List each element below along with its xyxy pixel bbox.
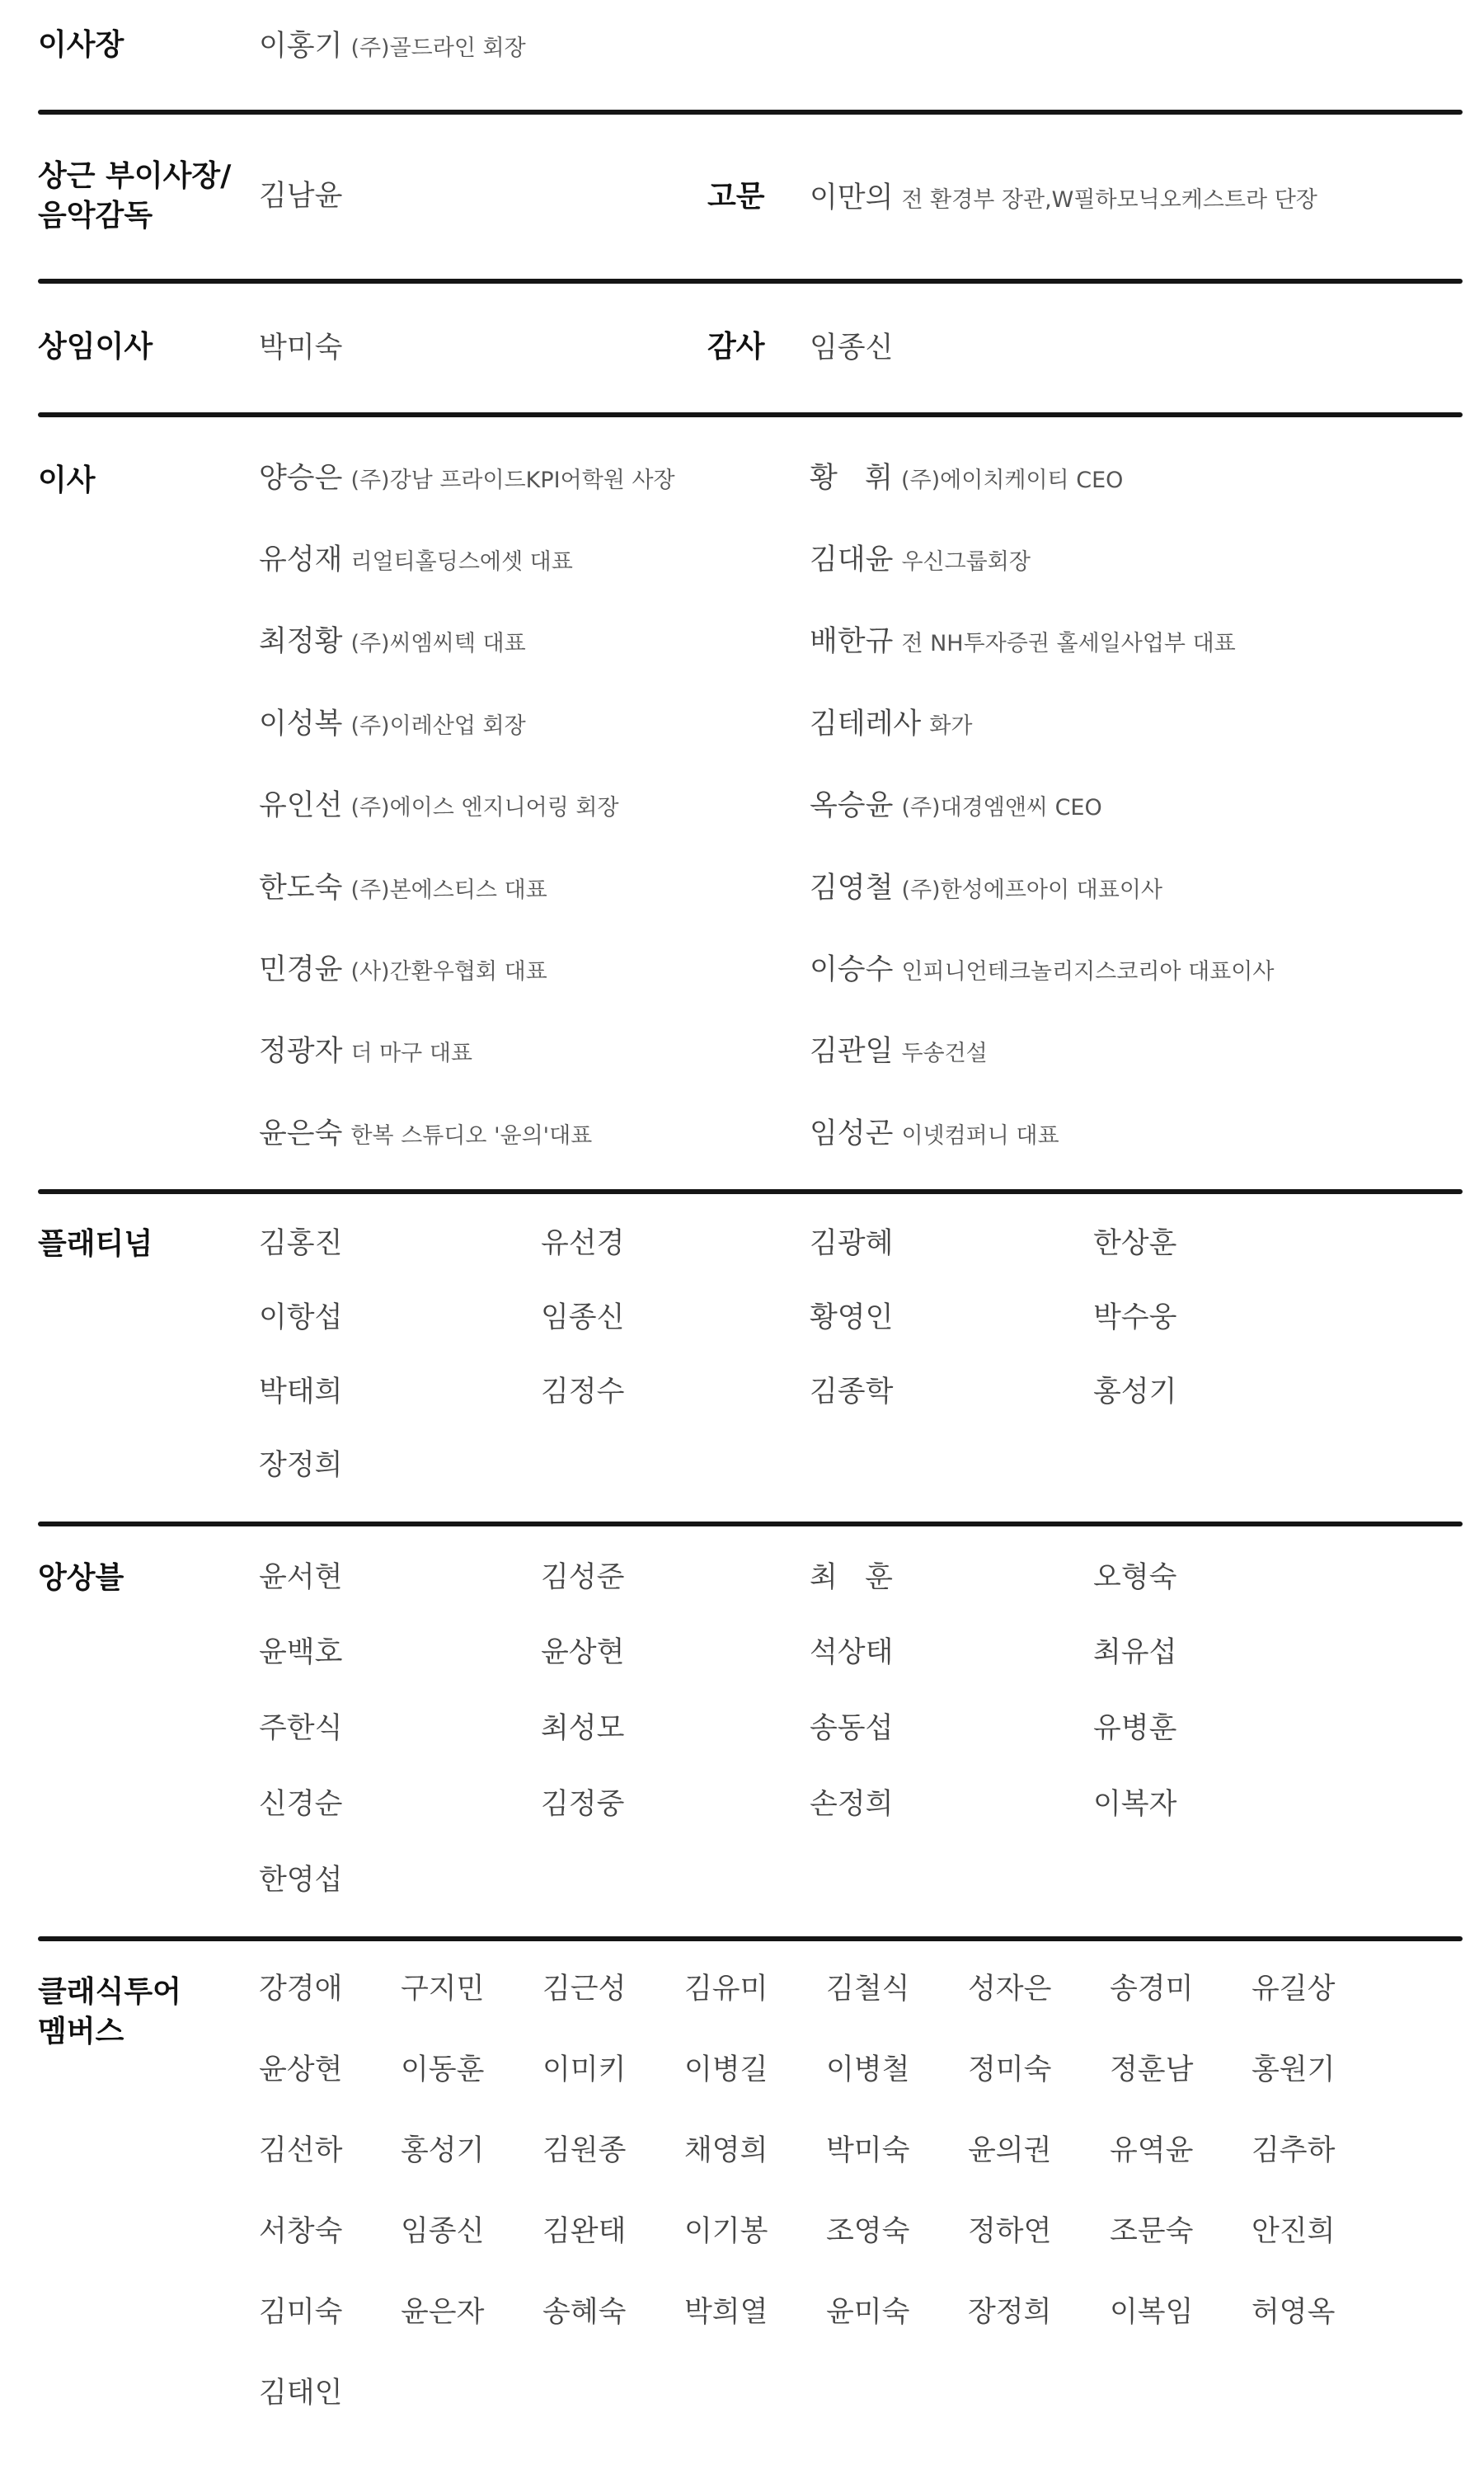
platinum-member: 김광혜 bbox=[810, 1227, 894, 1260]
tour-member: 김완태 bbox=[542, 2215, 627, 2248]
person-desc: (주)에이치케이티 CEO bbox=[901, 468, 1124, 493]
person-desc: (주)씨엠씨텍 대표 bbox=[350, 631, 526, 656]
director-entry bbox=[259, 1116, 592, 1155]
director-entry bbox=[810, 870, 1162, 909]
tour-member: 이병철 bbox=[826, 2053, 910, 2086]
tour-member: 홍성기 bbox=[401, 2134, 485, 2167]
person-name: 배한규 bbox=[810, 625, 894, 658]
person-desc: 이넷컴퍼니 대표 bbox=[901, 1123, 1059, 1149]
ensemble-member: 최성모 bbox=[541, 1712, 625, 1745]
ensemble-member: 김정중 bbox=[541, 1788, 625, 1821]
ensemble-member: 주한식 bbox=[259, 1712, 343, 1745]
platinum-member: 박수웅 bbox=[1093, 1301, 1177, 1334]
standing-director-person bbox=[259, 330, 342, 366]
ensemble-member: 오형숙 bbox=[1093, 1561, 1177, 1594]
platinum-label: 플래티넘 bbox=[38, 1227, 153, 1261]
section-divider bbox=[38, 1522, 1463, 1526]
person-desc: (주)대경엠앤씨 CEO bbox=[901, 795, 1102, 821]
tour-member: 구지민 bbox=[401, 1973, 485, 2006]
label-line: 음악감독 bbox=[38, 199, 153, 233]
tour-member: 김미숙 bbox=[259, 2296, 343, 2329]
platinum-member: 홍성기 bbox=[1093, 1376, 1177, 1409]
tour-member: 윤의권 bbox=[968, 2134, 1052, 2167]
director-entry bbox=[259, 623, 526, 662]
tour-member: 이미키 bbox=[542, 2053, 627, 2086]
section-divider bbox=[38, 1189, 1463, 1194]
person-name: 김테레사 bbox=[810, 708, 922, 741]
auditor-person bbox=[810, 330, 893, 366]
chairman-label: 이사장 bbox=[38, 28, 124, 62]
chairman-person bbox=[259, 28, 526, 67]
person-desc: (주)에이스 엔지니어링 회장 bbox=[350, 795, 619, 821]
person-desc: 두송건설 bbox=[901, 1041, 988, 1066]
person-name: 유성재 bbox=[259, 543, 343, 576]
tour-member: 채영희 bbox=[684, 2134, 768, 2167]
person-desc: 리얼티홀딩스에셋 대표 bbox=[350, 549, 573, 575]
tour-member: 홍원기 bbox=[1252, 2053, 1336, 2086]
person-name: 황 휘 bbox=[810, 462, 893, 495]
person-name: 한도숙 bbox=[259, 872, 343, 905]
tour-member: 김선하 bbox=[259, 2134, 343, 2167]
person-desc: 한복 스튜디오 '윤의'대표 bbox=[350, 1123, 593, 1149]
person-desc: 전 NH투자증권 홀세일사업부 대표 bbox=[901, 631, 1236, 656]
tour-member: 윤미숙 bbox=[826, 2296, 910, 2329]
tour-member: 장정희 bbox=[968, 2296, 1052, 2329]
person-name: 임성곤 bbox=[810, 1117, 894, 1150]
tour-member: 유역윤 bbox=[1110, 2134, 1194, 2167]
ensemble-member: 김성준 bbox=[541, 1561, 625, 1594]
person-name: 유인선 bbox=[259, 789, 343, 822]
tour-members-label bbox=[38, 1973, 181, 2052]
tour-member: 박희열 bbox=[684, 2296, 768, 2329]
platinum-member: 한상훈 bbox=[1093, 1227, 1177, 1260]
ensemble-member: 윤상현 bbox=[541, 1636, 625, 1669]
ensemble-member: 최 훈 bbox=[810, 1561, 893, 1594]
person-name: 이만의 bbox=[810, 181, 894, 214]
platinum-member: 임종신 bbox=[541, 1301, 625, 1334]
advisor-person bbox=[810, 180, 1317, 219]
vice-chairman-person bbox=[259, 178, 342, 214]
advisor-label: 고문 bbox=[707, 180, 765, 214]
tour-member: 이병길 bbox=[684, 2053, 768, 2086]
section-divider bbox=[38, 412, 1463, 417]
director-entry bbox=[259, 460, 675, 499]
director-entry bbox=[259, 870, 547, 909]
director-entry bbox=[810, 460, 1123, 499]
director-entry bbox=[810, 952, 1274, 990]
tour-member: 김철식 bbox=[826, 1973, 910, 2006]
section-divider bbox=[38, 1936, 1463, 1941]
director-entry bbox=[259, 706, 526, 745]
tour-member: 성자은 bbox=[968, 1973, 1052, 2006]
person-name: 김관일 bbox=[810, 1035, 894, 1068]
ensemble-member: 신경순 bbox=[259, 1788, 343, 1821]
platinum-member: 박태희 bbox=[259, 1376, 343, 1409]
platinum-member: 이항섭 bbox=[259, 1301, 343, 1334]
tour-member: 송경미 bbox=[1110, 1973, 1194, 2006]
director-entry bbox=[810, 1116, 1059, 1155]
person-desc: (사)간환우협회 대표 bbox=[350, 959, 547, 985]
tour-member: 송혜숙 bbox=[542, 2296, 627, 2329]
tour-member: 윤상현 bbox=[259, 2053, 343, 2086]
person-desc: (주)강남 프라이드KPI어학원 사장 bbox=[350, 468, 675, 493]
person-name: 박미숙 bbox=[259, 332, 343, 365]
label-line: 클래식투어 bbox=[38, 1975, 181, 2009]
tour-member: 이기봉 bbox=[684, 2215, 768, 2248]
standing-director-label: 상임이사 bbox=[38, 330, 153, 364]
ensemble-member: 한영섭 bbox=[259, 1864, 343, 1897]
person-desc: 우신그룹회장 bbox=[901, 549, 1031, 575]
tour-member: 조문숙 bbox=[1110, 2215, 1194, 2248]
person-name: 이성복 bbox=[259, 708, 343, 741]
tour-member: 김추하 bbox=[1252, 2134, 1336, 2167]
ensemble-member: 송동섭 bbox=[810, 1712, 894, 1745]
ensemble-member: 손정희 bbox=[810, 1788, 894, 1821]
tour-member: 정훈남 bbox=[1110, 2053, 1194, 2086]
person-name: 이홍기 bbox=[259, 30, 343, 63]
tour-member: 김태인 bbox=[259, 2377, 343, 2410]
director-entry bbox=[810, 1033, 988, 1072]
ensemble-member: 유병훈 bbox=[1093, 1712, 1177, 1745]
label-line: 상근 부이사장/ bbox=[38, 159, 232, 193]
tour-member: 정하연 bbox=[968, 2215, 1052, 2248]
tour-member: 허영옥 bbox=[1252, 2296, 1336, 2329]
person-name: 정광자 bbox=[259, 1035, 343, 1068]
ensemble-label: 앙상블 bbox=[38, 1561, 124, 1595]
person-name: 김영철 bbox=[810, 872, 894, 905]
section-divider bbox=[38, 279, 1463, 284]
director-entry bbox=[810, 542, 1031, 581]
tour-member: 안진희 bbox=[1252, 2215, 1336, 2248]
person-desc: (주)이레산업 회장 bbox=[350, 713, 526, 739]
tour-member: 정미숙 bbox=[968, 2053, 1052, 2086]
director-entry bbox=[259, 1033, 472, 1072]
tour-member: 임종신 bbox=[401, 2215, 485, 2248]
person-name: 양승은 bbox=[259, 462, 343, 495]
directors-label: 이사 bbox=[38, 463, 96, 497]
tour-member: 박미숙 bbox=[826, 2134, 910, 2167]
person-desc: (주)한성에프아이 대표이사 bbox=[901, 877, 1162, 903]
ensemble-member: 윤서현 bbox=[259, 1561, 343, 1594]
platinum-member: 황영인 bbox=[810, 1301, 894, 1334]
person-desc: (주)골드라인 회장 bbox=[350, 35, 526, 61]
tour-member: 김근성 bbox=[542, 1973, 627, 2006]
ensemble-member: 석상태 bbox=[810, 1636, 894, 1669]
director-entry bbox=[259, 788, 619, 826]
person-desc: 인피니언테크놀리지스코리아 대표이사 bbox=[901, 959, 1275, 985]
platinum-member: 김정수 bbox=[541, 1376, 625, 1409]
tour-member: 이동훈 bbox=[401, 2053, 485, 2086]
person-name: 윤은숙 bbox=[259, 1117, 343, 1150]
platinum-member: 김홍진 bbox=[259, 1227, 343, 1260]
tour-member: 김유미 bbox=[684, 1973, 768, 2006]
tour-member: 유길상 bbox=[1252, 1973, 1336, 2006]
tour-member: 이복임 bbox=[1110, 2296, 1194, 2329]
tour-member: 조영숙 bbox=[826, 2215, 910, 2248]
section-divider bbox=[38, 110, 1463, 115]
person-desc: (주)본에스티스 대표 bbox=[350, 877, 547, 903]
person-name: 김남윤 bbox=[259, 180, 343, 213]
tour-member: 윤은자 bbox=[401, 2296, 485, 2329]
person-desc: 더 마구 대표 bbox=[350, 1041, 473, 1066]
vice-chairman-label bbox=[38, 157, 231, 236]
person-desc: 전 환경부 장관,W필하모닉오케스트라 단장 bbox=[901, 187, 1317, 213]
tour-member: 강경애 bbox=[259, 1973, 343, 2006]
ensemble-member: 윤백호 bbox=[259, 1636, 343, 1669]
label-line: 멤버스 bbox=[38, 2015, 124, 2048]
tour-member: 서창숙 bbox=[259, 2215, 343, 2248]
ensemble-member: 최유섭 bbox=[1093, 1636, 1177, 1669]
person-name: 최정황 bbox=[259, 625, 343, 658]
director-entry bbox=[259, 542, 573, 581]
director-entry bbox=[810, 706, 972, 745]
person-desc: 화가 bbox=[929, 713, 973, 739]
director-entry bbox=[810, 788, 1102, 826]
auditor-label: 감사 bbox=[707, 330, 765, 364]
person-name: 민경윤 bbox=[259, 953, 343, 986]
platinum-member: 장정희 bbox=[259, 1449, 343, 1482]
platinum-member: 김종학 bbox=[810, 1376, 894, 1409]
platinum-member: 유선경 bbox=[541, 1227, 625, 1260]
ensemble-member: 이복자 bbox=[1093, 1788, 1177, 1821]
person-name: 옥승윤 bbox=[810, 789, 894, 822]
person-name: 임종신 bbox=[810, 332, 894, 365]
person-name: 김대윤 bbox=[810, 543, 894, 576]
person-name: 이승수 bbox=[810, 953, 894, 986]
director-entry bbox=[259, 952, 547, 990]
tour-member: 김원종 bbox=[542, 2134, 627, 2167]
director-entry bbox=[810, 623, 1236, 662]
